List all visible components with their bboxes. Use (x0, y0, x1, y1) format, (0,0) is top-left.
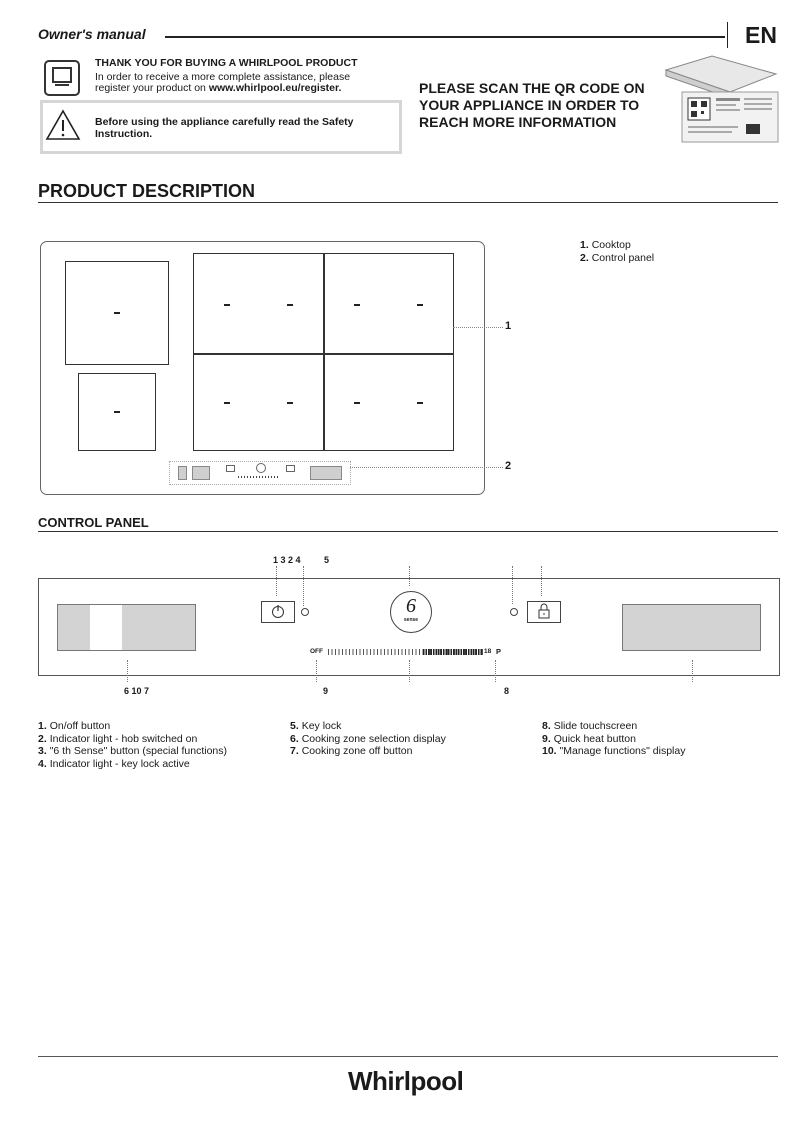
list-item: 7. Cooking zone off button (290, 745, 413, 757)
cooking-zone (65, 261, 169, 365)
whirlpool-logo: Whirlpool (348, 1066, 464, 1096)
warning-triangle-icon (45, 108, 81, 142)
slider-max-label: 18 (484, 648, 492, 655)
list-item: 2. Indicator light - hob switched on (38, 732, 198, 745)
cooking-zone (78, 373, 156, 451)
sixth-sense-button[interactable] (390, 591, 432, 633)
register-line-2 (95, 82, 341, 94)
manual-title: Owner's manual (38, 26, 146, 42)
cooking-zone (323, 253, 454, 355)
list-item: 1. On/off button (38, 720, 111, 732)
slider-off-label: OFF (310, 648, 323, 655)
footer-rule (38, 1056, 778, 1057)
callout-1: 1 (505, 320, 512, 332)
control-panel-list-2 (290, 720, 446, 758)
safety-warning-text: Before using the appliance carefully read the Safety Instruction. (95, 116, 354, 140)
product-legend (580, 239, 654, 265)
control-panel-list-3 (542, 720, 685, 758)
callout-bottom-group: 6 10 7 (124, 686, 150, 696)
header-rule (165, 36, 725, 38)
control-panel-heading: CONTROL PANEL (38, 515, 149, 530)
callout-line (350, 467, 503, 468)
sixth-sense-label: sense (403, 617, 419, 623)
language-code: EN (745, 22, 777, 48)
sixth-sense-glyph: 6 (406, 595, 416, 617)
list-item: 8. Slide touchscreen (542, 720, 638, 732)
callout-top-5: 5 (324, 555, 330, 565)
legend-item: 2. Control panel (580, 252, 655, 264)
list-item: 3. "6 th Sense" button (special functions) (38, 745, 227, 757)
callout-line (692, 660, 693, 682)
list-item: 10. "Manage functions" display (542, 745, 686, 757)
callout-line (316, 660, 317, 682)
callout-line (127, 660, 128, 682)
callout-top-group: 1 3 2 4 (273, 555, 301, 565)
qr-code-icon (660, 52, 780, 144)
zone-selection-display (57, 604, 196, 651)
list-item: 5. Key lock (290, 720, 342, 732)
register-line-1: In order to receive a more complete assistance, please (95, 71, 351, 83)
legend-item: 1. Cooktop (580, 239, 631, 251)
monitor-icon (44, 60, 80, 96)
mini-control-panel (169, 461, 351, 485)
callout-line (409, 660, 410, 682)
callout-2: 2 (505, 460, 512, 472)
header-divider (727, 22, 728, 48)
list-item: 4. Indicator light - key lock active (38, 757, 190, 770)
power-icon[interactable] (261, 601, 295, 623)
slide-touchscreen[interactable] (328, 649, 483, 655)
register-link[interactable]: www.whirlpool.eu/register. (208, 82, 342, 94)
indicator-light-lock (510, 608, 518, 616)
callout-bottom-9: 9 (323, 686, 329, 696)
manage-functions-display (622, 604, 761, 651)
cooking-zone (193, 253, 325, 355)
register-line-2-text: register your product on (95, 82, 209, 94)
control-panel-list-1 (38, 720, 227, 770)
thank-you-headline: THANK YOU FOR BUYING A WHIRLPOOL PRODUCT (95, 57, 358, 69)
indicator-light-on (301, 608, 309, 616)
callout-line (453, 327, 503, 328)
slider-p-label: P (496, 647, 502, 656)
list-item: 6. Cooking zone selection display (290, 732, 446, 745)
lock-icon[interactable] (527, 601, 561, 623)
cooking-zone (323, 353, 454, 451)
callout-bottom-8: 8 (504, 686, 510, 696)
callout-line (495, 660, 496, 682)
cooking-zone (193, 353, 325, 451)
cooktop-diagram (40, 241, 485, 495)
product-description-heading: PRODUCT DESCRIPTION (38, 181, 256, 201)
qr-instruction: PLEASE SCAN THE QR CODE ON YOUR APPLIANCE IN ORDER TO REACH MORE INFORMATION (419, 80, 645, 130)
heading-rule (38, 531, 778, 532)
list-item: 9. Quick heat button (542, 732, 636, 745)
heading-rule (38, 202, 778, 203)
